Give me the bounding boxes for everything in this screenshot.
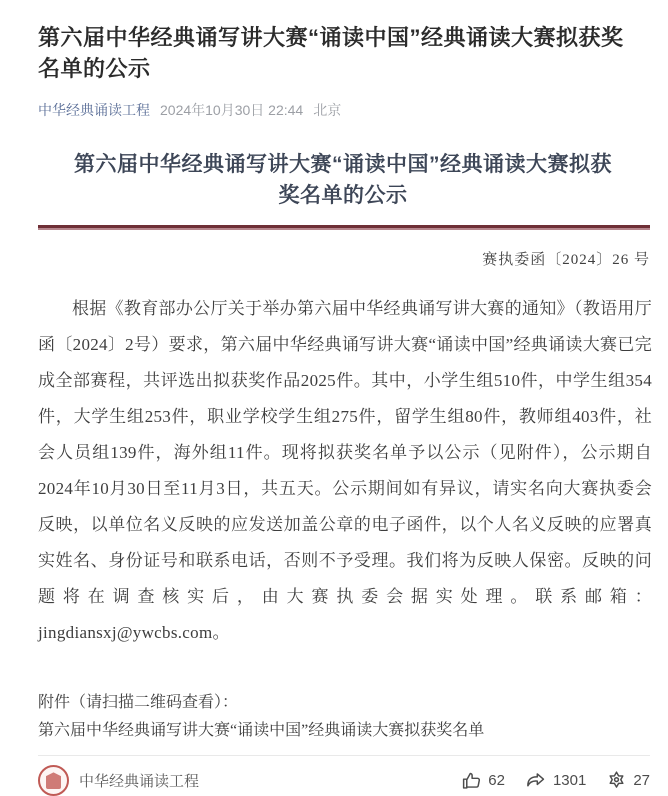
- wow-count: 27: [633, 772, 650, 790]
- like-count: 62: [488, 772, 505, 790]
- seal-emblem-icon: [46, 772, 61, 789]
- publish-date: 2024年10月30日 22:44: [160, 102, 304, 119]
- share-button[interactable]: [525, 770, 586, 791]
- account-seal-logo-icon: [38, 765, 69, 796]
- article-title: 第六届中华经典诵写讲大赛“诵读中国”经典诵读大赛拟获奖名单的公示: [38, 25, 624, 82]
- footer-account-link[interactable]: [38, 765, 199, 796]
- wow-star-icon: [606, 770, 627, 791]
- share-count: 1301: [552, 772, 587, 790]
- document-number: 赛执委函〔2024〕26 号: [482, 252, 650, 269]
- document-body: 根据《教育部办公厅关于举办第六届中华经典诵写讲大赛的通知》（教语用厅函〔2024〕2号）要求，第六届中华经典诵写讲大赛“诵读中国”经典诵读大赛已完成全部赛程，共评选出拟获奖作品2025件。其中，小学生组510件，中学生组354件，大学生组253件，职业学校学生组275件，留学生组80件，教师组403件，社会人员组139件，海外组11件。现将拟获奖名单予以公示（见附件），公示期自2024年10月30日至11月3日，共五天。公示期间如有异议，请实名向大赛执委会反映，以单位名义反映的应发送加盖公章的电子函件，以个人名义反映的应署真实姓名、身份证号和联系电话，否则不予受理。我们将为反映人保密。反映的问题将在调查核实后，由大赛执委会据实处理。联系邮箱：jingdiansxj@ywcbs.com。: [38, 299, 652, 643]
- share-arrow-icon: [525, 770, 547, 791]
- document-title: 第六届中华经典诵写讲大赛“诵读中国”经典诵读大赛拟获奖名单的公示: [74, 153, 612, 207]
- red-double-rule: [38, 225, 650, 230]
- publish-location: 北京: [313, 102, 342, 119]
- byline: [38, 100, 648, 120]
- official-document: [38, 150, 652, 745]
- footer-divider: [38, 755, 650, 756]
- wow-button[interactable]: [606, 770, 650, 791]
- reaction-actions: [461, 770, 650, 791]
- footer-account-name: 中华经典诵读工程: [79, 773, 200, 791]
- like-button[interactable]: [461, 770, 505, 791]
- footer-bar: [38, 765, 650, 796]
- attachment-note: 附件（请扫描二维码查看）：: [38, 694, 239, 712]
- thumbs-up-icon: [461, 770, 482, 791]
- attachment-name: 第六届中华经典诵写讲大赛“诵读中国”经典诵读大赛拟获奖名单: [38, 722, 485, 740]
- account-link[interactable]: 中华经典诵读工程: [38, 102, 150, 119]
